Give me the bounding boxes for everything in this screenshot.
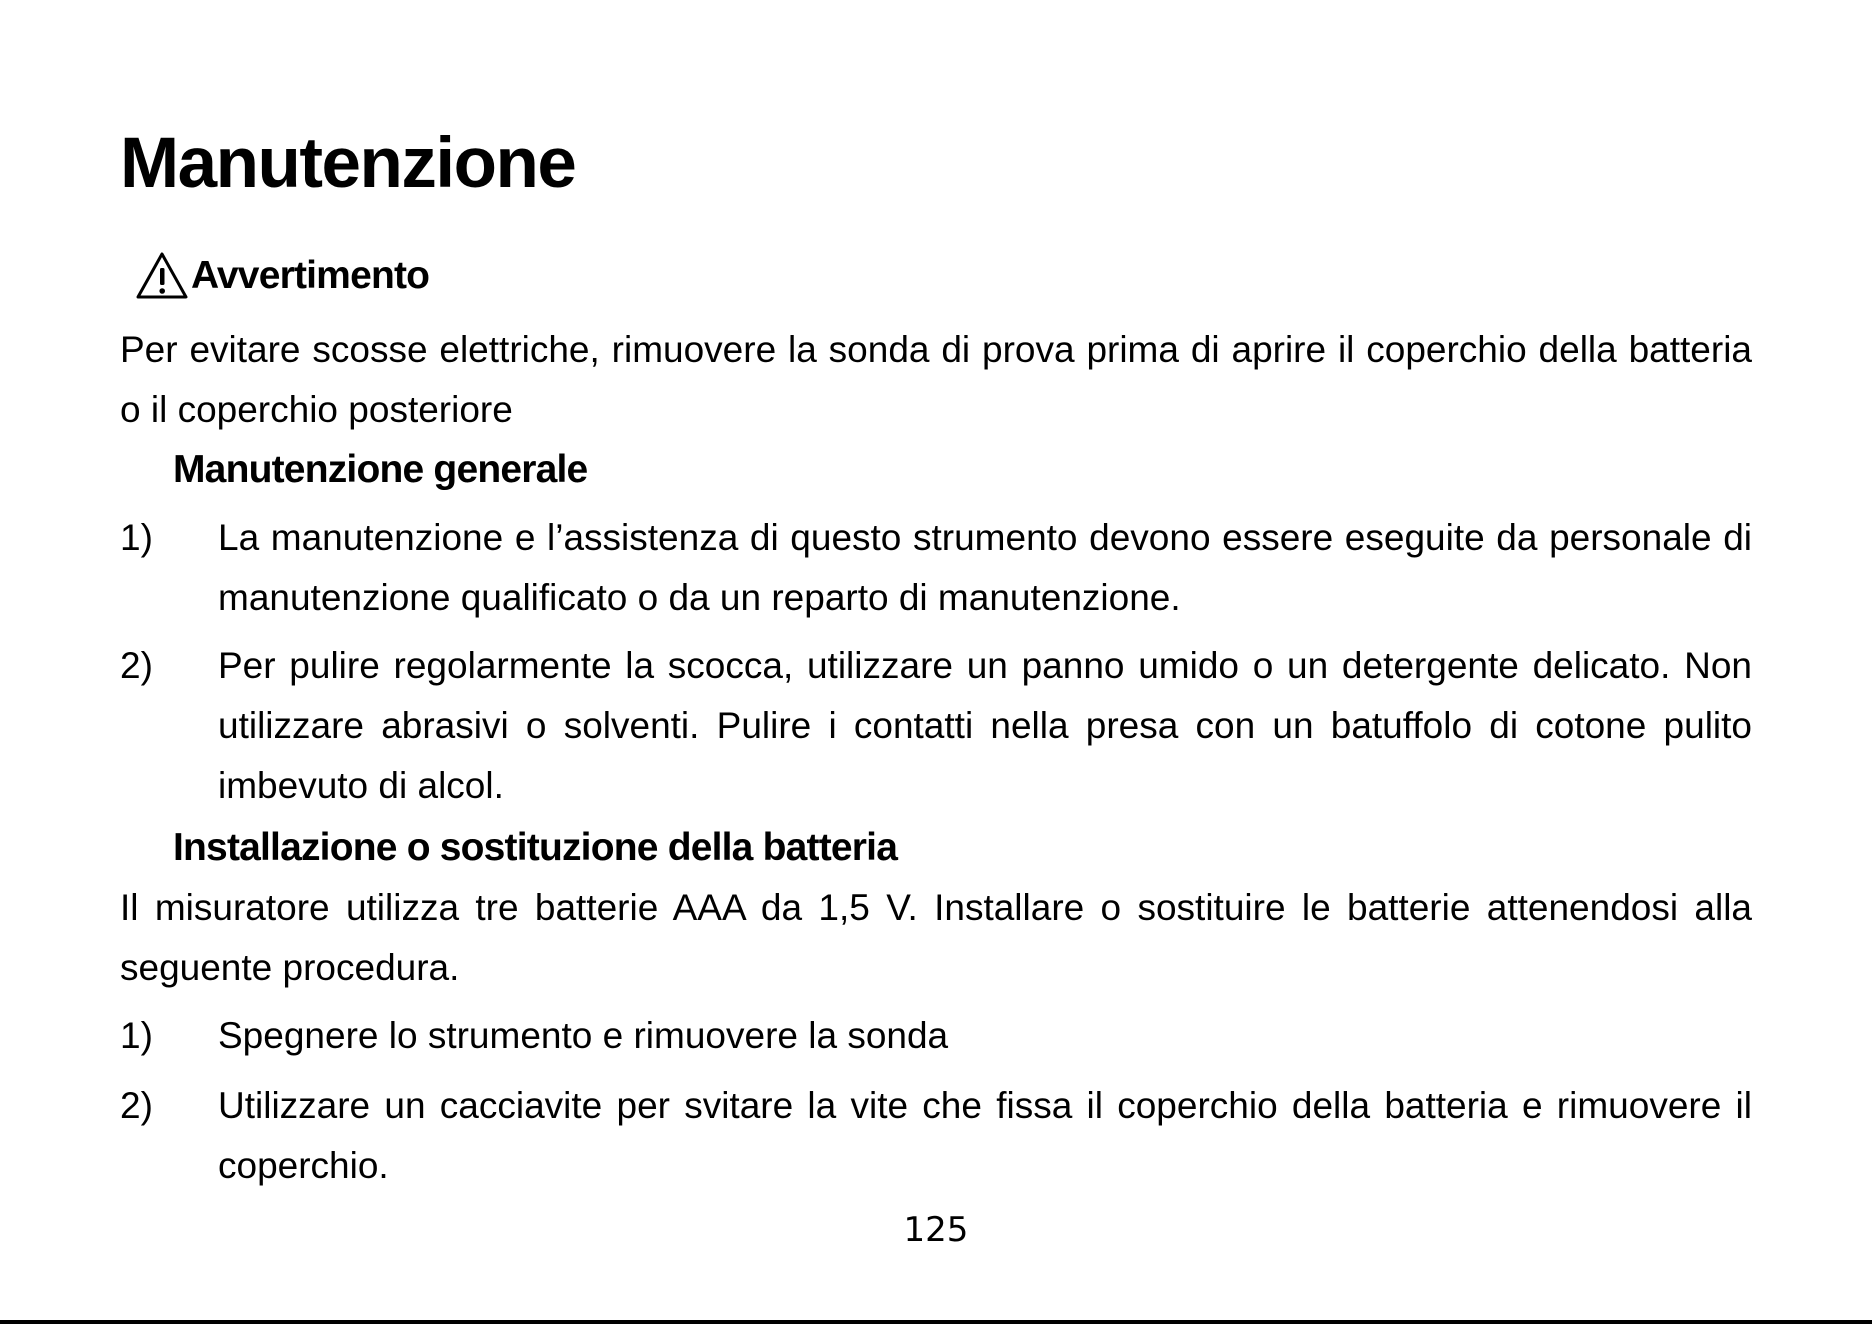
battery-heading: Installazione o sostituzione della batteria [173, 826, 898, 869]
list-item [120, 636, 1752, 816]
list-item-text: Spegnere lo strumento e rimuovere la sonda [218, 1015, 949, 1056]
list-item [120, 1076, 1752, 1196]
list-item-text: Per pulire regolarmente la scocca, utilizzare un panno umido o un detergente delicato. Non utilizzare abrasivi o solventi. Pulire i contatti nella presa con un batuffolo di cotone pulito imbevuto di alcol. [218, 645, 1752, 806]
list-item-number: 2) [120, 645, 153, 686]
list-item-text: La manutenzione e l’assistenza di questo strumento devono essere eseguite da personale di manutenzione qualificato o da un reparto di manutenzione. [218, 517, 1752, 618]
battery-intro: Il misuratore utilizza tre batterie AAA da 1,5 V. Installare o sostituire le batterie attenendosi alla seguente procedura. [120, 887, 1752, 988]
list-item-text: Utilizzare un cacciavite per svitare la vite che fissa il coperchio della batteria e rimuovere il coperchio. [218, 1085, 1752, 1186]
list-item-number: 2) [120, 1085, 153, 1126]
warning-label: Avvertimento [191, 254, 430, 297]
warning-text: Per evitare scosse elettriche, rimuovere la sonda di prova prima di aprire il coperchio della batteria o il coperchio posteriore [120, 329, 1752, 430]
general-maintenance-heading: Manutenzione generale [173, 448, 588, 491]
list-item [120, 1006, 1752, 1066]
warning-heading [135, 251, 429, 301]
list-item-number: 1) [120, 517, 153, 558]
list-item [120, 508, 1752, 628]
bottom-rule [0, 1320, 1872, 1324]
page-number: 125 [903, 1210, 969, 1250]
warning-triangle-icon [135, 251, 189, 301]
list-item-number: 1) [120, 1015, 153, 1056]
page-title: Manutenzione [120, 124, 576, 203]
